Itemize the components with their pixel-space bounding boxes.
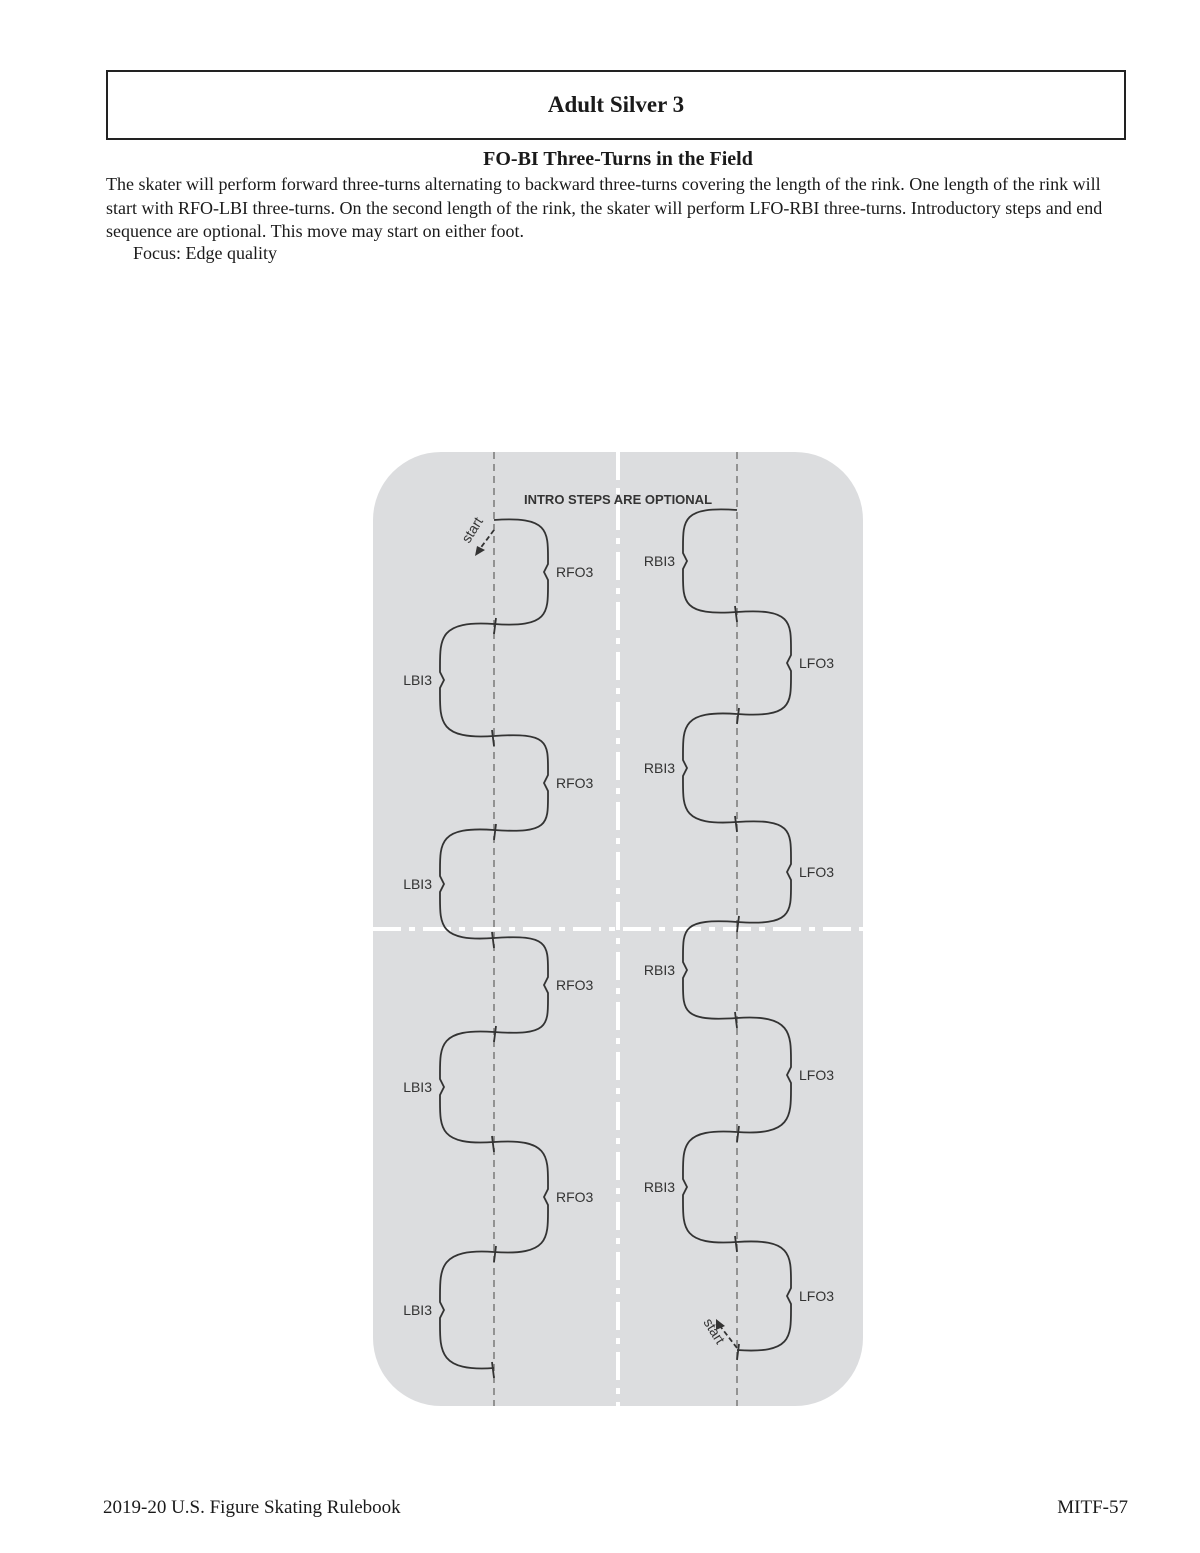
- left-turn-2-label: LBI3: [403, 672, 432, 688]
- left-turn-3-label: RFO3: [556, 775, 594, 791]
- left-turn-5-label: RFO3: [556, 977, 594, 993]
- start-label-left: start: [457, 514, 486, 546]
- footer-page-number: MITF-57: [1057, 1497, 1128, 1518]
- page-title-box: [106, 70, 1126, 140]
- right-turn-7-label: RBI3: [643, 1179, 675, 1195]
- left-turn-6-label: LBI3: [403, 1079, 432, 1095]
- right-turn-8-label: LFO3: [799, 1288, 835, 1304]
- footer-rulebook: 2019-20 U.S. Figure Skating Rulebook: [103, 1497, 401, 1518]
- page-title: Adult Silver 3: [547, 92, 685, 117]
- left-turn-1-label: RFO3: [556, 564, 594, 580]
- right-turn-1-label: RBI3: [643, 553, 675, 569]
- start-label-right: start: [700, 1315, 729, 1347]
- right-turn-3-label: RBI3: [643, 760, 675, 776]
- left-turn-4-label: LBI3: [403, 876, 432, 892]
- right-turn-6-label: LFO3: [799, 1067, 835, 1083]
- move-focus: Focus: Edge quality: [133, 243, 277, 263]
- right-turn-2-label: LFO3: [799, 655, 835, 671]
- move-description: The skater will perform forward three-turns alternating to backward three-turns covering the length of the rink. One length of the rink will start with RFO-LBI three-turns. On the second length of the rink, the skater will perform LFO-RBI three-turns. Introductory steps and end sequence are optional. This move may start on either foot.: [106, 174, 1103, 241]
- left-turn-8-label: LBI3: [403, 1302, 432, 1318]
- right-turn-4-label: LFO3: [799, 864, 835, 880]
- rink-svg: [373, 452, 863, 1406]
- intro-note: INTRO STEPS ARE OPTIONAL: [523, 492, 713, 507]
- left-turn-7-label: RFO3: [556, 1189, 594, 1205]
- rink-diagram: [373, 452, 863, 1406]
- move-title: FO-BI Three-Turns in the Field: [483, 148, 753, 170]
- right-turn-5-label: RBI3: [643, 962, 675, 978]
